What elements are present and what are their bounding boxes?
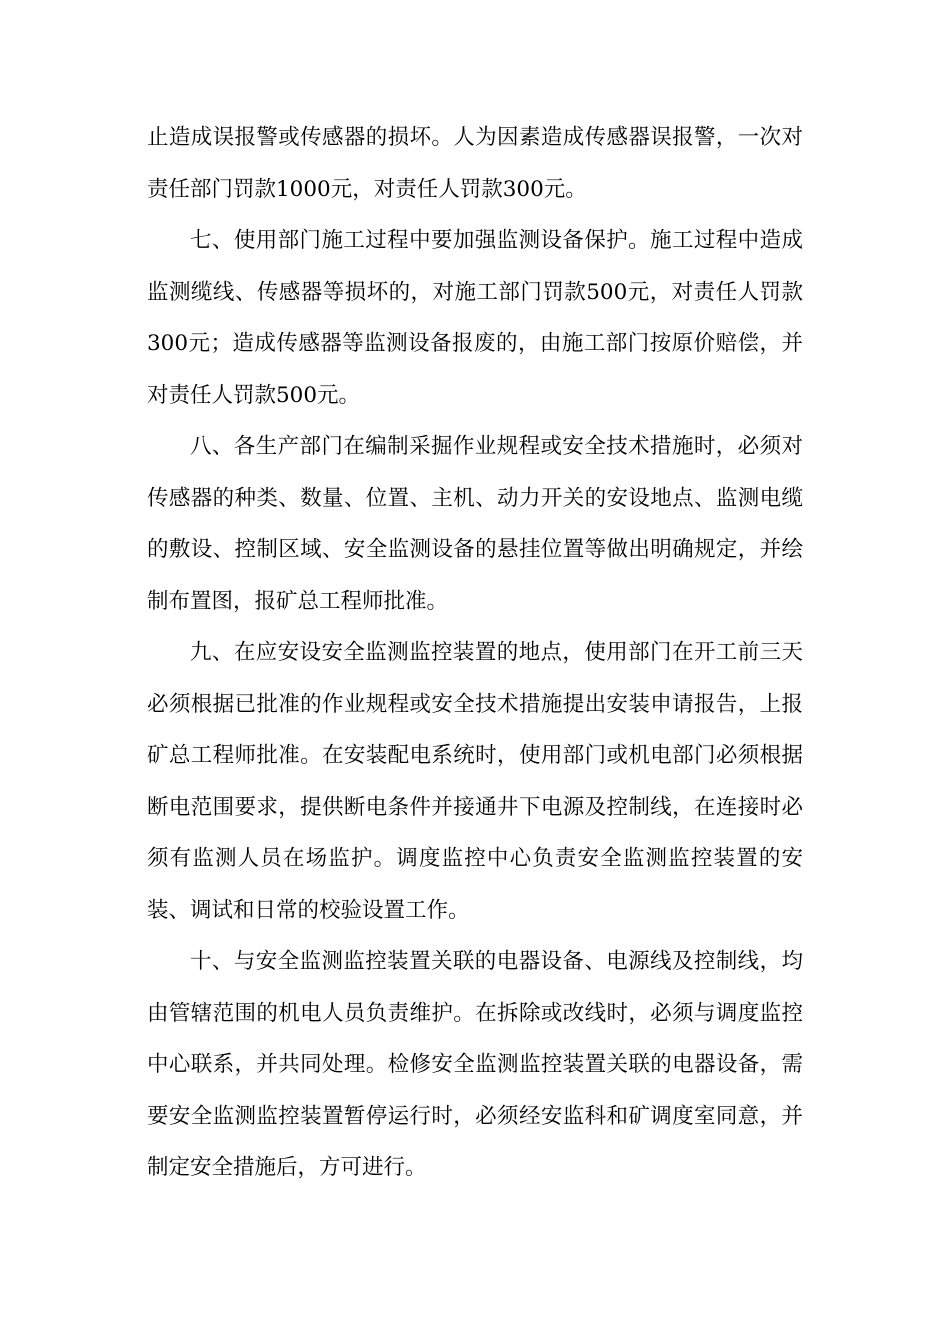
paragraph-article-9: 九、在应安设安全监测监控装置的地点，使用部门在开工前三天必须根据已批准的作业规程或安全技术措施提出安装申请报告，上报矿总工程师批准。在安装配电系统时，使用部门或机电部门必须根据断电范围要求，提供断电条件并接通井下电源及控制线，在连接时必须有监测人员在场监护。调度监控中心负责安全监测监控装置的安装、调试和日常的校验设置工作。 — [147, 640, 803, 923]
paragraph-article-7: 七、使用部门施工过程中要加强监测设备保护。施工过程中造成监测缆线、传感器等损坏的，对施工部门罚款500元，对责任人罚款300元；造成传感器等监测设备报废的，由施工部门按原价赔偿，并对责任人罚款500元。 — [147, 228, 803, 408]
paragraph-article-10: 十、与安全监测监控装置关联的电器设备、电源线及控制线，均由管辖范围的机电人员负责维护。在拆除或改线时，必须与调度监控中心联系，并共同处理。检修安全监测监控装置关联的电器设备，需要安全监测监控装置暂停运行时，必须经安监科和矿调度室同意，并制定安全措施后，方可进行。 — [147, 949, 803, 1180]
paragraph-continuation: 止造成误报警或传感器的损坏。人为因素造成传感器误报警，一次对责任部门罚款1000元，对责任人罚款300元。 — [147, 125, 803, 202]
document-body — [147, 112, 803, 1194]
paragraph-article-8: 八、各生产部门在编制采掘作业规程或安全技术措施时，必须对传感器的种类、数量、位置、主机、动力开关的安设地点、监测电缆的敷设、控制区域、安全监测设备的悬挂位置等做出明确规定，并绘制布置图，报矿总工程师批准。 — [147, 434, 803, 614]
